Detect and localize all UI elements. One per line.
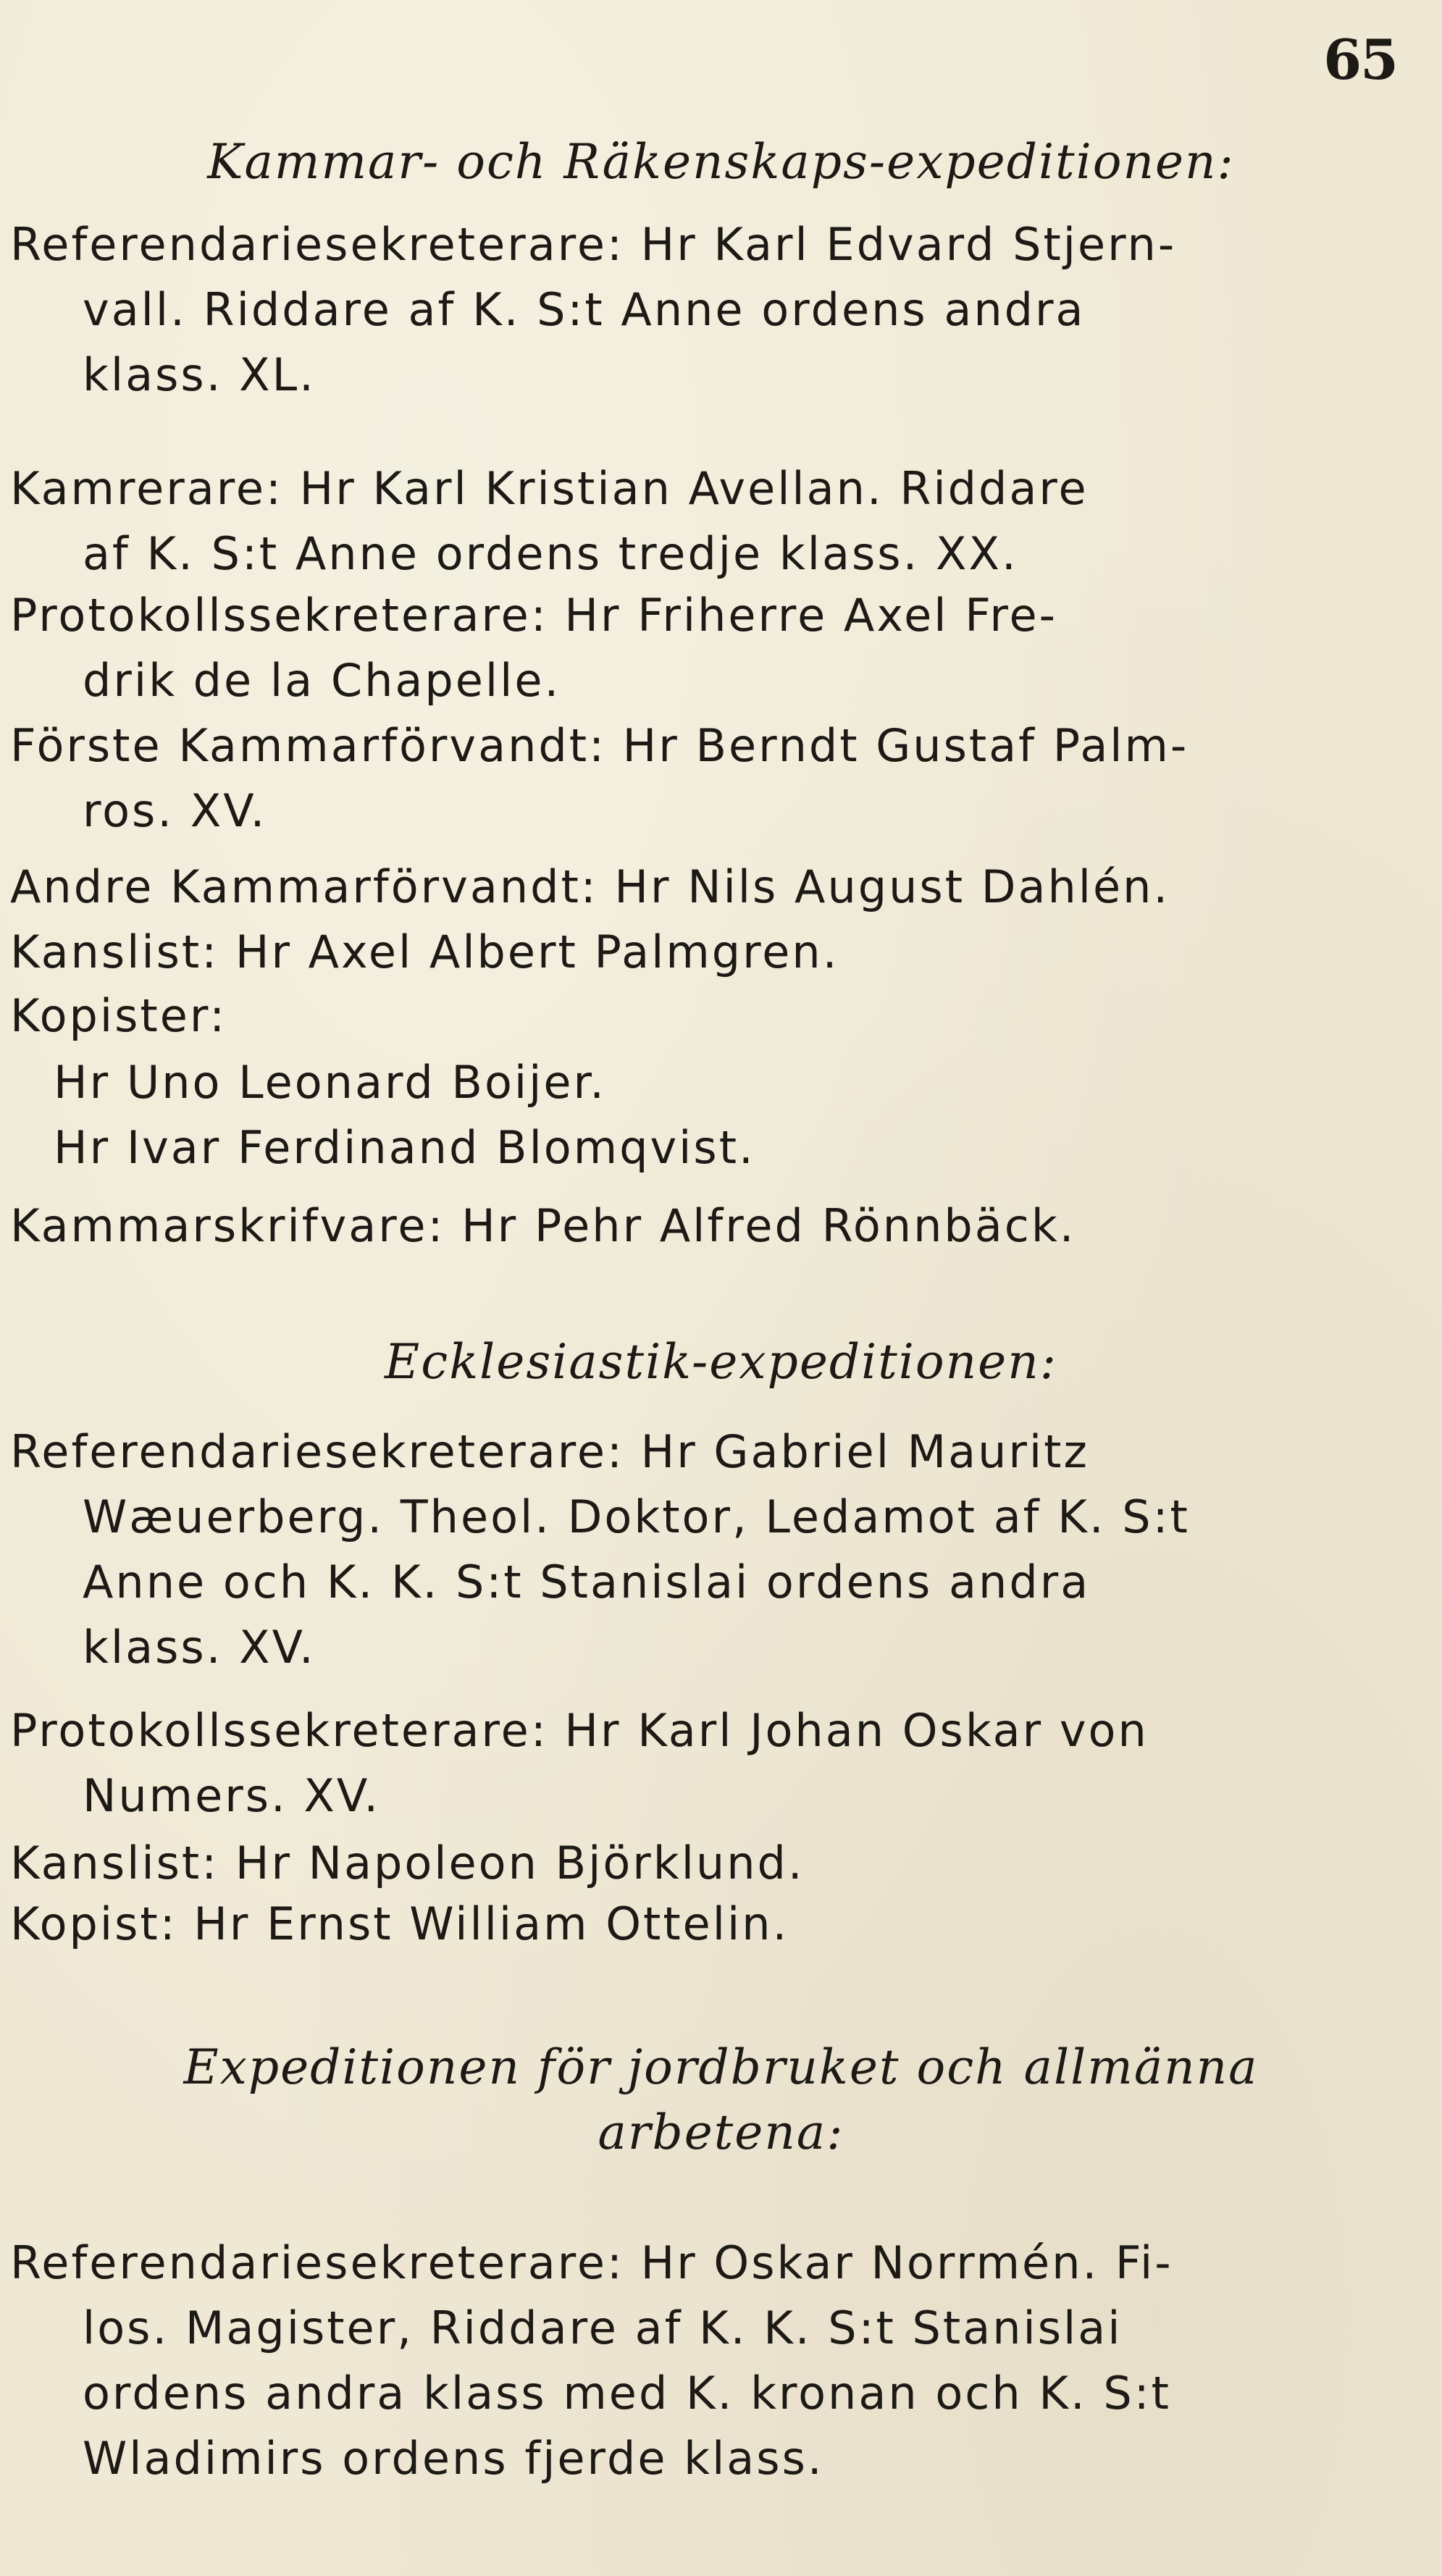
entry <box>10 1193 1350 1259</box>
entry-line: Andre Kammarförvandt: Hr Nils August Dahlén. <box>10 860 1170 913</box>
entry <box>10 2231 1350 2491</box>
entry-line: Kammarskrifvare: Hr Pehr Alfred Rönnbäck. <box>10 1199 1076 1252</box>
entry <box>10 983 1350 1049</box>
entry-line: Referendariesekreterare: Hr Gabriel Mauritz <box>10 1425 1089 1478</box>
entry-line: Protokollssekreterare: Hr Friherre Axel Fre- <box>10 589 1057 642</box>
entry-line: Protokollssekreterare: Hr Karl Johan Oskar von <box>10 1704 1149 1757</box>
entry-line: Kanslist: Hr Napoleon Björklund. <box>10 1837 805 1889</box>
entry-line: Referendariesekreterare: Hr Karl Edvard Stjern- <box>10 218 1177 271</box>
entry <box>10 456 1350 587</box>
entry-line: Wladimirs ordens fjerde klass. <box>83 2432 824 2485</box>
entry <box>10 1419 1350 1680</box>
entry <box>10 713 1350 844</box>
entry-line: Anne och K. K. S:t Stanislai ordens andra <box>83 1556 1091 1608</box>
entry-line: drik de la Chapelle. <box>83 654 561 707</box>
entry-line: Numers. XV. <box>83 1769 381 1822</box>
entry <box>10 1698 1350 1829</box>
entry-line: los. Magister, Riddare af K. K. S:t Stanislai <box>83 2302 1123 2354</box>
entry-line: Kopist: Hr Ernst William Ottelin. <box>10 1897 789 1950</box>
entry-line: ordens andra klass med K. kronan och K. S:t <box>83 2367 1171 2420</box>
entry-line: Kamrerare: Hr Karl Kristian Avellan. Riddare <box>10 462 1089 515</box>
entry <box>10 212 1350 408</box>
entry-line: Kopister: <box>10 989 227 1042</box>
entry-line: Referendariesekreterare: Hr Oskar Norrmén. Fi- <box>10 2236 1173 2289</box>
page-number: 65 <box>1323 28 1397 92</box>
section-heading <box>0 2035 1442 2165</box>
heading-line: Ecklesiastik-expeditionen: <box>385 1334 1057 1390</box>
heading-line: Kammar- och Räkenskaps-expeditionen: <box>207 134 1235 190</box>
entry-line: Hr Ivar Ferdinand Blomqvist. <box>54 1121 755 1174</box>
entry <box>10 920 1350 985</box>
entry-line: Hr Uno Leonard Boijer. <box>54 1056 606 1109</box>
heading-line: arbetena: <box>598 2105 844 2160</box>
entry-line: Wæuerberg. Theol. Doktor, Ledamot af K. S:t <box>83 1490 1190 1543</box>
entry-line: Kanslist: Hr Axel Albert Palmgren. <box>10 926 839 978</box>
section-heading <box>0 1334 1442 1390</box>
entry <box>10 1892 1350 1957</box>
entry <box>10 1831 1350 1896</box>
entry <box>10 1115 1350 1180</box>
entry-line: vall. Riddare af K. S:t Anne ordens andra <box>83 283 1086 336</box>
heading-line: Expeditionen för jordbruket och allmänna <box>183 2039 1259 2095</box>
entry-line: klass. XL. <box>83 348 316 401</box>
entry <box>10 1050 1350 1115</box>
entry-line: af K. S:t Anne ordens tredje klass. XX. <box>83 527 1018 580</box>
section-heading <box>0 134 1442 190</box>
entry-line: Förste Kammarförvandt: Hr Berndt Gustaf Palm- <box>10 719 1189 772</box>
entry <box>10 855 1350 920</box>
entry-line: klass. XV. <box>83 1621 316 1674</box>
entry <box>10 583 1350 713</box>
entry-line: ros. XV. <box>83 784 267 837</box>
